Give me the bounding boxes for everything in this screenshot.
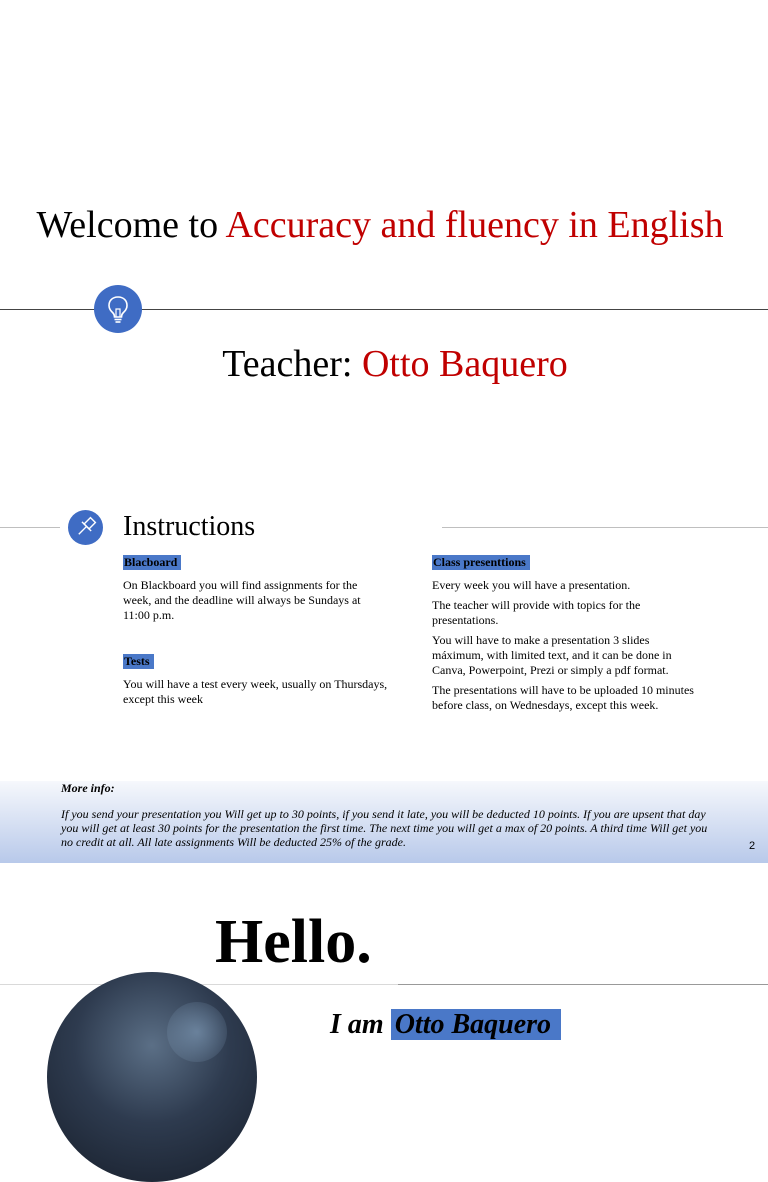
presentations-text: You will have to make a presentation 3 slides máximum, with limited text, and it can be done in Canva, Powerpoint, Prezi or simply a pdf format. <box>432 633 672 677</box>
tests-header: Tests <box>123 654 154 669</box>
teacher-photo <box>47 972 257 1182</box>
course-name: Accuracy and fluency in English <box>225 204 724 246</box>
intro-line <box>330 1008 561 1042</box>
pushpin-icon <box>68 510 103 545</box>
lightbulb-icon <box>94 285 142 333</box>
instructions-column-left <box>123 553 388 712</box>
teacher-label: Teacher: <box>222 343 362 385</box>
more-info-text: If you send your presentation you Will get up to 30 points, if you send it late, you will be deducted 10 points. If you are upsent that day you will get at least 30 points for the presentation the first time. The next time you will get a max of 20 points. A third time Will get you no credit at all. All late assignments Will be deducted 25% of the grade. <box>61 807 708 849</box>
tests-text: You will have a test every week, usually on Thursdays, except this week <box>123 677 388 706</box>
greeting-heading: Hello. <box>215 908 372 976</box>
divider-line <box>398 984 768 985</box>
page-number: 2 <box>749 840 756 852</box>
presentations-text: The presentations will have to be uploaded 10 minutes before class, on Wednesdays, except this week. <box>432 683 694 712</box>
divider-line <box>442 527 768 528</box>
more-info-label: More info: <box>61 781 115 795</box>
teacher-name: Otto Baquero <box>361 343 568 385</box>
title-prefix: Welcome to <box>36 204 226 246</box>
intro-prefix: I am <box>330 1009 391 1040</box>
teacher-line <box>0 340 768 388</box>
blackboard-header: Blacboard <box>123 555 181 570</box>
photo-highlight <box>167 1002 227 1062</box>
section-heading: Instructions <box>123 511 256 542</box>
divider-line <box>0 527 60 528</box>
intro-name: Otto Baquero <box>391 1009 561 1040</box>
presentations-text: The teacher will provide with topics for the presentations. <box>432 598 641 627</box>
instructions-column-right <box>432 553 700 718</box>
presentations-text: Every week you will have a presentation. <box>432 578 631 592</box>
presentations-header: Class presenttions <box>432 555 530 570</box>
blackboard-text: On Blackboard you will find assignments for the week, and the deadline will always be Sundays at 11:00 p.m. <box>123 578 361 622</box>
slide-title <box>0 200 760 250</box>
